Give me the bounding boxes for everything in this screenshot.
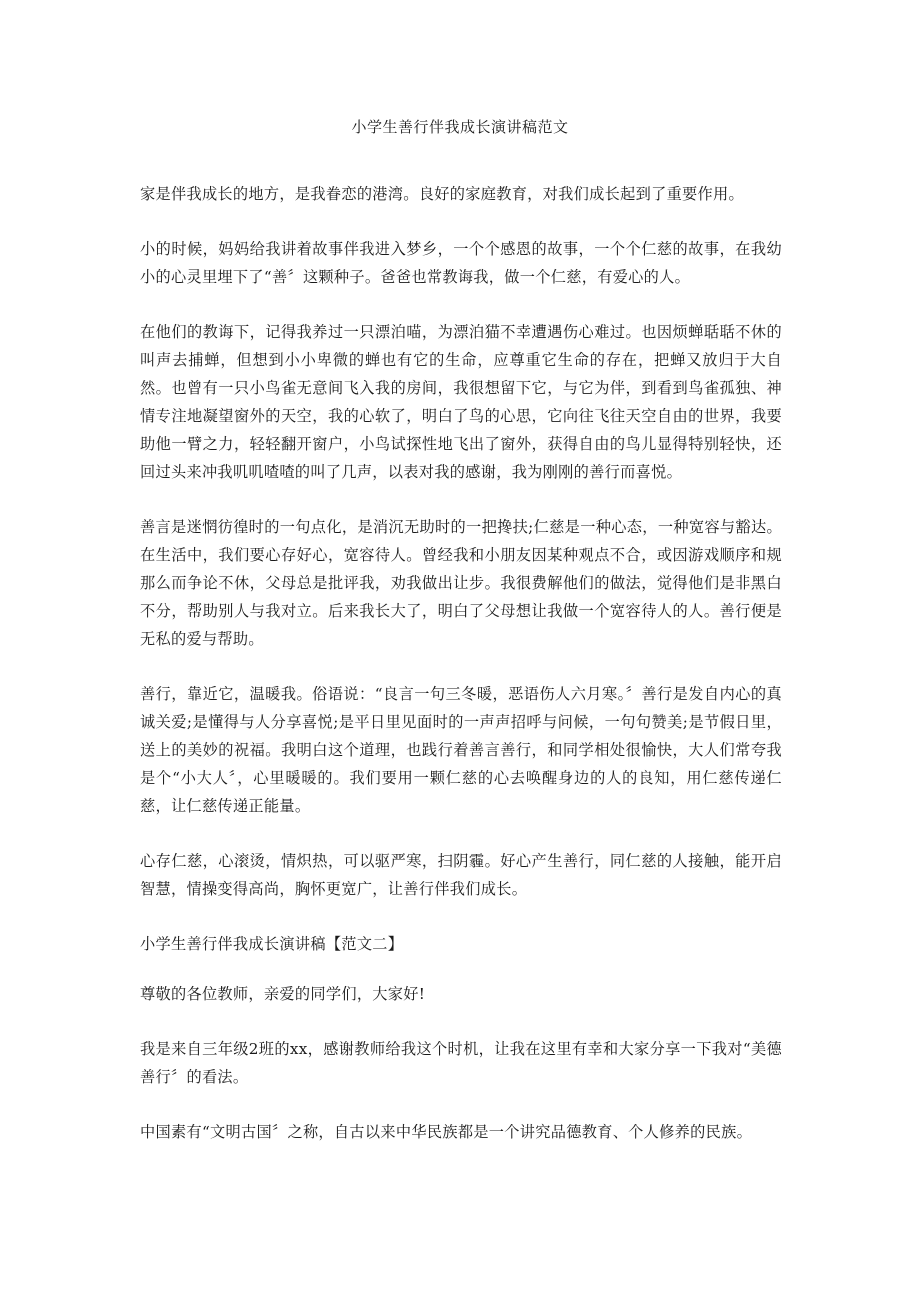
paragraph-conclusion: 心存仁慈，心滚烫，情炽热，可以驱严寒，扫阴霾。好心产生善行，同仁慈的人接触，能开启智慧，情操变得高尚，胸怀更宽广，让善行伴我们成长。 bbox=[140, 852, 782, 898]
paragraph-introduction: 我是来自三年级2班的xx，感谢教师给我这个时机，让我在这里有幸和大家分享一下我对“美德善行〞的看法。 bbox=[140, 1040, 782, 1086]
paragraph-china: 中国素有“文明古国〞之称，自古以来中华民族都是一个讲究品德教育、个人修养的民族。 bbox=[140, 1123, 753, 1141]
paragraph-home: 家是伴我成长的地方，是我眷恋的港湾。良好的家庭教育，对我们成长起到了重要作用。 bbox=[140, 185, 745, 203]
paragraph-stray-cat: 在他们的教诲下，记得我养过一只漂泊喵，为漂泊猫不幸遭遇伤心难过。也因烦蝉聒聒不休的叫声去捕蝉，但想到小小卑微的蝉也有它的生命，应尊重它生命的存在，把蝉又放归于大自然。也曾有一只小鸟雀无意间飞入我的房间，我很想留下它，与它为伴，到看到鸟雀孤独、神情专注地凝望窗外的天空，我的心软了，明白了鸟的心思，它向往飞往天空自由的世界，我要助他一臂之力，轻轻翻开窗户，小鸟试探性地飞出了窗外，获得自由的鸟儿显得特别轻快，还回过头来冲我叽叽喳喳的叫了几声，以表对我的感谢，我为刚刚的善行而喜悦。 bbox=[140, 323, 782, 481]
paragraph-greeting: 尊敬的各位教师，亲爱的同学们，大家好! bbox=[140, 985, 426, 1003]
document-body bbox=[140, 180, 782, 1173]
paragraph-childhood: 小的时候，妈妈给我讲着故事伴我进入梦乡，一个个感恩的故事，一个个仁慈的故事，在我幼小的心灵里埋下了“善〞这颗种子。爸爸也常教诲我，做一个仁慈，有爱心的人。 bbox=[140, 240, 782, 286]
paragraph-warmth: 善行，靠近它，温暖我。俗语说：“良言一句三冬暖，恶语伤人六月寒。〞善行是发自内心的真诚关爱;是懂得与人分享喜悦;是平日里见面时的一声声招呼与问候，一句句赞美;是节假日里，送上的美妙的祝福。我明白这个道理，也践行着善言善行，和同学相处很愉快，大人们常夸我是个“小大人〞，心里暖暖的。我们要用一颗仁慈的心去唤醒身边的人的良知，用仁慈传递仁慈，让仁慈传递正能量。 bbox=[140, 685, 782, 815]
section-heading-example-two: 小学生善行伴我成长演讲稿【范文二】 bbox=[140, 935, 404, 953]
document-title: 小学生善行伴我成长演讲稿范文 bbox=[351, 118, 569, 136]
paragraph-kind-words: 善言是迷惘彷徨时的一句点化，是消沉无助时的一把搀扶;仁慈是一种心态，一种宽容与豁达。在生活中，我们要心存好心，宽容待人。曾经我和小朋友因某种观点不合，或因游戏顺序和规那么而争论不休，父母总是批评我，劝我做出让步。我很费解他们的做法，觉得他们是非黑白不分，帮助别人与我对立。后来我长大了，明白了父母想让我做一个宽容待人的人。善行便是无私的爱与帮助。 bbox=[140, 518, 782, 648]
